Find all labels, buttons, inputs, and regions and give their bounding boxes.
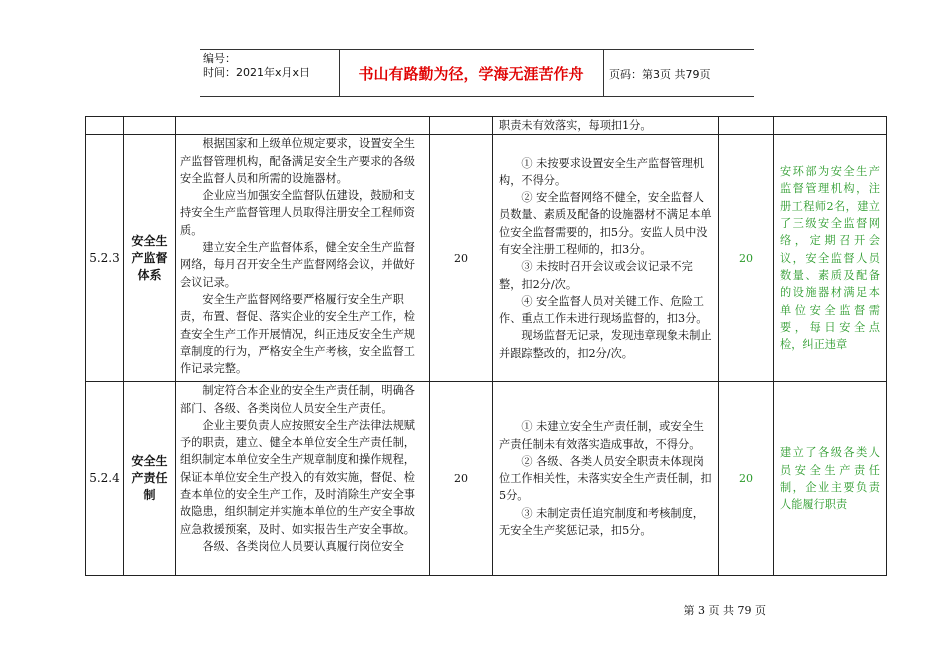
criteria-paragraph: ① 未建立安全生产责任制，或安全生产责任制未有效落实造成事故，不得分。 [499,420,704,451]
doc-time-label: 时间：2021年x月x日 [203,66,311,79]
criteria-paragraph: ② 安全监督网络不健全，安全监督人员数量、素质及配备的设施器材不满足本单位安全监督需要的，扣5分。安监人员中没有安全注册工程师的，扣3分。 [499,191,712,256]
cell-requirements [176,117,430,135]
cell-name [124,117,176,135]
requirement-paragraph: 各级、各类岗位人员要认真履行岗位安全 [202,539,404,553]
requirement-paragraph: 企业应当加强安全监督队伍建设，鼓励和支持安全生产监督管理人员取得注册安全工程师资质。 [180,189,415,237]
cell-note [774,117,887,135]
cell-score [430,117,493,135]
item-requirements [176,135,430,382]
criteria-paragraph: ④ 安全监督人员对关键工作、危险工作、重点工作未进行现场监督的，扣3分。 [499,294,708,326]
criteria-paragraph: 现场监督无记录，发现违章现象未制止并跟踪整改的，扣2分/次。 [499,329,712,360]
assessment-table [85,116,887,576]
table-row [86,382,887,576]
requirement-paragraph: 安全生产监督网络要严格履行安全生产职责，布置、督促、落实企业的安全生产工作，检查安全生产工作开展情况，纠正违反安全生产规章制度的行为，严格安全生产考核，安全监督工作记录完整。 [180,292,415,376]
header-divider-right [603,50,604,97]
item-criteria [493,382,719,576]
item-number: 5.2.3 [86,135,124,382]
footer-page-label: 第 3 页 共 79 页 [683,604,766,617]
item-name: 安全生产责任制 [124,382,176,576]
item-obtained-score: 20 [719,135,774,382]
item-requirements [176,382,430,576]
cell-num [86,117,124,135]
item-score: 20 [430,382,493,576]
item-criteria [493,135,719,382]
header-meta [203,52,310,80]
criteria-paragraph: ③ 未制定责任追究制度和考核制度，无安全生产奖惩记录，扣5分。 [499,506,704,538]
criteria-paragraph: ① 未按要求设置安全生产监督管理机构，不得分。 [499,156,704,187]
item-note: 建立了各级各类人员安全生产责任制，企业主要负责人能履行职责 [774,382,887,576]
item-score: 20 [430,135,493,382]
table-row [86,135,887,382]
item-note: 安环部为安全生产监督管理机构，注册工程师2名，建立了三级安全监督网络，定期召开会议，安全监督人员数量、素质及配备的设施器材满足本单位安全监督需要，每日安全点检，纠正违章 [774,135,887,382]
table-row [86,117,887,135]
criteria-paragraph: ② 各级、各类人员安全职责未体现岗位工作相关性，未落实安全生产责任制，扣5分。 [499,454,712,503]
requirement-paragraph: 根据国家和上级单位规定要求，设置安全生产监督管理机构，配备满足安全生产要求的各级安全监督人员和所需的设施器材。 [180,137,415,185]
header-page-label: 页码：第3页 共79页 [609,68,711,81]
criteria-paragraph: ③ 未按时召开会议或会议记录不完整，扣2分/次。 [499,260,693,291]
requirement-paragraph: 制定符合本企业的安全生产责任制，明确各部门、各级、各类岗位人员安全生产责任。 [180,384,415,415]
item-obtained-score: 20 [719,382,774,576]
doc-number-label: 编号： [203,52,236,65]
item-number: 5.2.4 [86,382,124,576]
cell-criteria: 职责未有效落实，每项扣1分。 [493,117,719,135]
header-motto: 书山有路勤为径，学海无涯苦作舟 [358,65,584,83]
cell-obtained [719,117,774,135]
requirement-paragraph: 企业主要负责人应按照安全生产法律法规赋予的职责，建立、健全本单位安全生产责任制，组织制定本单位安全生产规章制度和操作规程，保证本单位安全生产投入的有效实施，督促、检查本单位的安全生产工作，及时消除生产安全事故隐患，组织制定并实施本单位的生产安全事故应急救援预案，及时、如实报告生产安全事故。 [180,418,415,536]
item-name: 安全生产监督体系 [124,135,176,382]
requirement-paragraph: 建立安全生产监督体系，健全安全生产监督网络，每月召开安全生产监督网络会议，并做好会议记录。 [180,241,415,289]
